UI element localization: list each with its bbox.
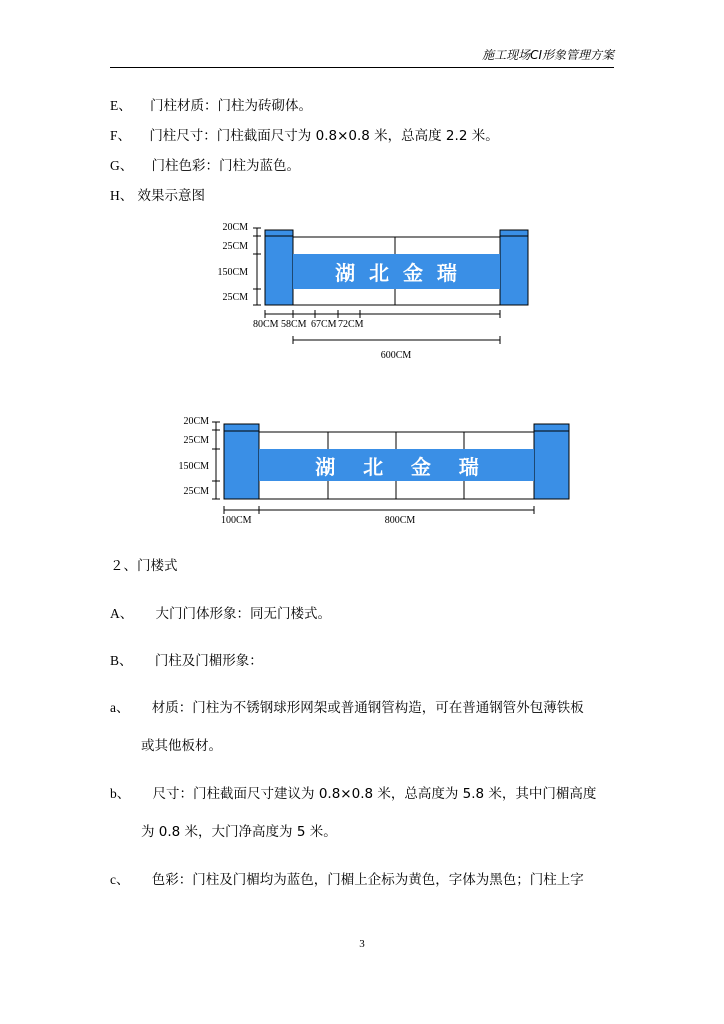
item-marker: A、 <box>110 606 134 621</box>
list-item-a-lower <box>110 698 584 718</box>
list-item-a <box>110 604 331 624</box>
height-label: 25CM <box>222 292 248 303</box>
width-label: 67CM <box>311 319 337 330</box>
item-marker: G、 <box>110 158 134 173</box>
list-item-b-lower <box>110 784 596 804</box>
item-text: 门柱色彩：门柱为蓝色。 <box>151 158 301 174</box>
item-marker: c、 <box>110 872 130 887</box>
width-label: 72CM <box>338 319 364 330</box>
header-title: 施工现场CI形象管理方案 <box>482 48 614 62</box>
height-label: 150CM <box>217 267 248 278</box>
item-marker: b、 <box>110 786 131 801</box>
height-label: 20CM <box>183 416 209 427</box>
item-continuation: 或其他板材。 <box>141 738 222 754</box>
item-marker: B、 <box>110 653 133 668</box>
item-text: 色彩：门柱及门楣均为蓝色，门楣上企标为黄色，字体为黑色；门柱上字 <box>151 872 584 888</box>
item-text: 门柱材质：门柱为砖砌体。 <box>150 98 313 114</box>
height-label: 25CM <box>183 435 209 446</box>
banner-text: 湖 北 金 瑞 <box>335 261 457 285</box>
right-pillar <box>534 424 569 499</box>
width-label: 58CM <box>281 319 307 330</box>
item-text: 大门门体形象：同无门楼式。 <box>155 606 332 622</box>
item-marker: H、 <box>110 188 134 203</box>
item-text: 尺寸：门柱截面尺寸建议为 0.8×0.8 米，总高度为 5.8 米，其中门楣高度 <box>152 786 597 802</box>
item-text: 门柱及门楣形象： <box>154 653 263 669</box>
height-label: 150CM <box>178 461 209 472</box>
width-label: 80CM <box>253 319 279 330</box>
item-text: 效果示意图 <box>137 188 206 204</box>
item-marker: E、 <box>110 98 132 113</box>
height-label: 25CM <box>183 486 209 497</box>
total-width-label: 800CM <box>384 515 416 526</box>
height-label: 20CM <box>222 222 248 233</box>
left-width-label: 100CM <box>221 515 252 526</box>
item-text: 门柱尺寸：门柱截面尺寸为 0.8×0.8 米，总高度 2.2 米。 <box>149 128 499 144</box>
list-item-b <box>110 651 263 671</box>
section-title: ２、门楼式 <box>110 558 178 574</box>
item-marker: a、 <box>110 700 130 715</box>
page-number: 3 <box>359 938 365 950</box>
list-item-c-lower <box>110 870 584 890</box>
height-label: 25CM <box>222 241 248 252</box>
left-pillar <box>224 424 259 499</box>
item-continuation: 为 0.8 米，大门净高度为 5 米。 <box>141 824 337 840</box>
banner-text: 湖 北 金 瑞 <box>315 455 479 479</box>
item-marker: F、 <box>110 128 132 143</box>
item-text: 材质：门柱为不锈钢球形网架或普通钢管构造，可在普通钢管外包薄铁板 <box>151 700 584 716</box>
total-width-label: 600CM <box>380 350 412 361</box>
